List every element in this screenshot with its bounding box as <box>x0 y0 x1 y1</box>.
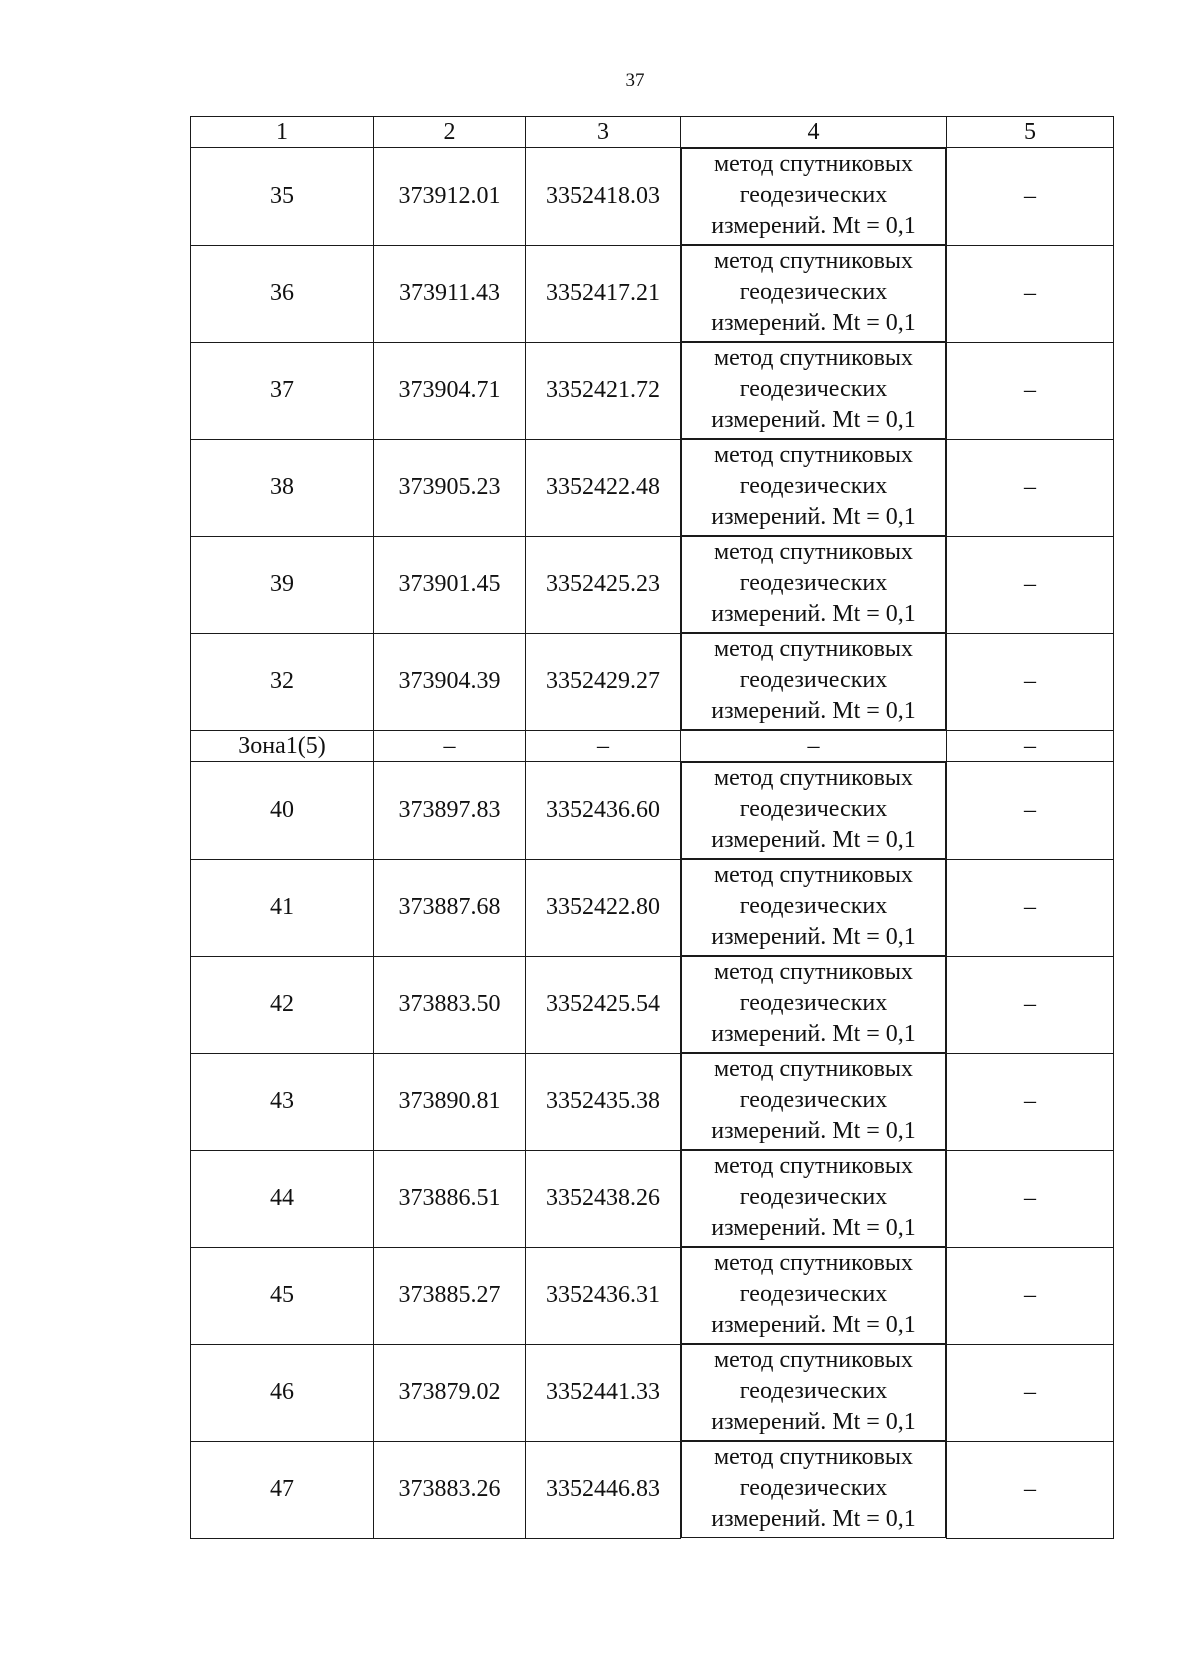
y-coordinate-cell: 3352436.31 <box>526 1247 681 1344</box>
method-cell: метод спутниковых геодезических измерений. Mt = 0,1 <box>681 1150 946 1247</box>
point-number-cell: Зона1(5) <box>191 731 374 762</box>
zone-row <box>191 731 1114 762</box>
page-number: 37 <box>625 70 645 91</box>
point-number-cell: 42 <box>191 956 374 1053</box>
column-header-5: 5 <box>947 117 1114 148</box>
note-cell: – <box>947 1150 1114 1247</box>
y-coordinate-cell: 3352429.27 <box>526 633 681 731</box>
method-cell: метод спутниковых геодезических измерений. Mt = 0,1 <box>681 439 946 536</box>
table-row <box>191 148 1114 246</box>
column-header-4: 4 <box>681 117 947 148</box>
method-cell: – <box>681 731 947 762</box>
coordinates-table <box>190 116 1114 1539</box>
point-number-cell: 41 <box>191 859 374 956</box>
table-row <box>191 1344 1114 1441</box>
point-number-cell: 45 <box>191 1247 374 1344</box>
y-coordinate-cell: 3352436.60 <box>526 762 681 860</box>
y-coordinate-cell: 3352441.33 <box>526 1344 681 1441</box>
x-coordinate-cell: 373911.43 <box>374 245 526 342</box>
note-cell: – <box>947 633 1114 731</box>
method-cell: метод спутниковых геодезических измерений. Mt = 0,1 <box>681 536 946 633</box>
column-header-2: 2 <box>374 117 526 148</box>
x-coordinate-cell: 373904.71 <box>374 342 526 439</box>
table-row <box>191 245 1114 342</box>
y-coordinate-cell: 3352425.23 <box>526 536 681 633</box>
x-coordinate-cell: 373905.23 <box>374 439 526 536</box>
point-number-cell: 47 <box>191 1441 374 1538</box>
x-coordinate-cell: 373879.02 <box>374 1344 526 1441</box>
table-row <box>191 1441 1114 1538</box>
y-coordinate-cell: 3352418.03 <box>526 148 681 246</box>
table-row <box>191 536 1114 633</box>
method-cell: метод спутниковых геодезических измерений. Mt = 0,1 <box>681 956 946 1053</box>
x-coordinate-cell: 373897.83 <box>374 762 526 860</box>
note-cell: – <box>947 956 1114 1053</box>
point-number-cell: 44 <box>191 1150 374 1247</box>
method-cell: метод спутниковых геодезических измерений. Mt = 0,1 <box>681 1441 946 1538</box>
table-row <box>191 633 1114 731</box>
note-cell: – <box>947 148 1114 246</box>
point-number-cell: 39 <box>191 536 374 633</box>
note-cell: – <box>947 536 1114 633</box>
note-cell: – <box>947 1053 1114 1150</box>
note-cell: – <box>947 731 1114 762</box>
method-cell: метод спутниковых геодезических измерений. Mt = 0,1 <box>681 148 946 245</box>
table-row <box>191 1247 1114 1344</box>
point-number-cell: 40 <box>191 762 374 860</box>
y-coordinate-cell: 3352422.48 <box>526 439 681 536</box>
y-coordinate-cell: 3352438.26 <box>526 1150 681 1247</box>
note-cell: – <box>947 1344 1114 1441</box>
x-coordinate-cell: – <box>374 731 526 762</box>
table-body <box>191 148 1114 1539</box>
y-coordinate-cell: 3352435.38 <box>526 1053 681 1150</box>
x-coordinate-cell: 373883.50 <box>374 956 526 1053</box>
note-cell: – <box>947 439 1114 536</box>
point-number-cell: 35 <box>191 148 374 246</box>
table-row <box>191 956 1114 1053</box>
x-coordinate-cell: 373886.51 <box>374 1150 526 1247</box>
y-coordinate-cell: 3352422.80 <box>526 859 681 956</box>
method-cell: метод спутниковых геодезических измерений. Mt = 0,1 <box>681 342 946 439</box>
table-row <box>191 762 1114 860</box>
method-cell: метод спутниковых геодезических измерений. Mt = 0,1 <box>681 762 946 859</box>
y-coordinate-cell: 3352421.72 <box>526 342 681 439</box>
table-row <box>191 859 1114 956</box>
point-number-cell: 37 <box>191 342 374 439</box>
note-cell: – <box>947 1247 1114 1344</box>
x-coordinate-cell: 373904.39 <box>374 633 526 731</box>
x-coordinate-cell: 373885.27 <box>374 1247 526 1344</box>
method-cell: метод спутниковых геодезических измерений. Mt = 0,1 <box>681 1053 946 1150</box>
x-coordinate-cell: 373901.45 <box>374 536 526 633</box>
y-coordinate-cell: 3352425.54 <box>526 956 681 1053</box>
method-cell: метод спутниковых геодезических измерений. Mt = 0,1 <box>681 1247 946 1344</box>
point-number-cell: 32 <box>191 633 374 731</box>
note-cell: – <box>947 1441 1114 1538</box>
note-cell: – <box>947 245 1114 342</box>
y-coordinate-cell: 3352417.21 <box>526 245 681 342</box>
x-coordinate-cell: 373883.26 <box>374 1441 526 1538</box>
note-cell: – <box>947 859 1114 956</box>
column-header-3: 3 <box>526 117 681 148</box>
note-cell: – <box>947 762 1114 860</box>
x-coordinate-cell: 373912.01 <box>374 148 526 246</box>
table-row <box>191 1053 1114 1150</box>
y-coordinate-cell: – <box>526 731 681 762</box>
y-coordinate-cell: 3352446.83 <box>526 1441 681 1538</box>
table-row <box>191 1150 1114 1247</box>
method-cell: метод спутниковых геодезических измерений. Mt = 0,1 <box>681 633 946 730</box>
point-number-cell: 43 <box>191 1053 374 1150</box>
note-cell: – <box>947 342 1114 439</box>
table-row <box>191 439 1114 536</box>
method-cell: метод спутниковых геодезических измерений. Mt = 0,1 <box>681 1344 946 1441</box>
x-coordinate-cell: 373890.81 <box>374 1053 526 1150</box>
column-header-1: 1 <box>191 117 374 148</box>
method-cell: метод спутниковых геодезических измерений. Mt = 0,1 <box>681 859 946 956</box>
point-number-cell: 36 <box>191 245 374 342</box>
method-cell: метод спутниковых геодезических измерений. Mt = 0,1 <box>681 245 946 342</box>
point-number-cell: 38 <box>191 439 374 536</box>
table-header-row <box>191 117 1114 148</box>
table-row <box>191 342 1114 439</box>
point-number-cell: 46 <box>191 1344 374 1441</box>
x-coordinate-cell: 373887.68 <box>374 859 526 956</box>
